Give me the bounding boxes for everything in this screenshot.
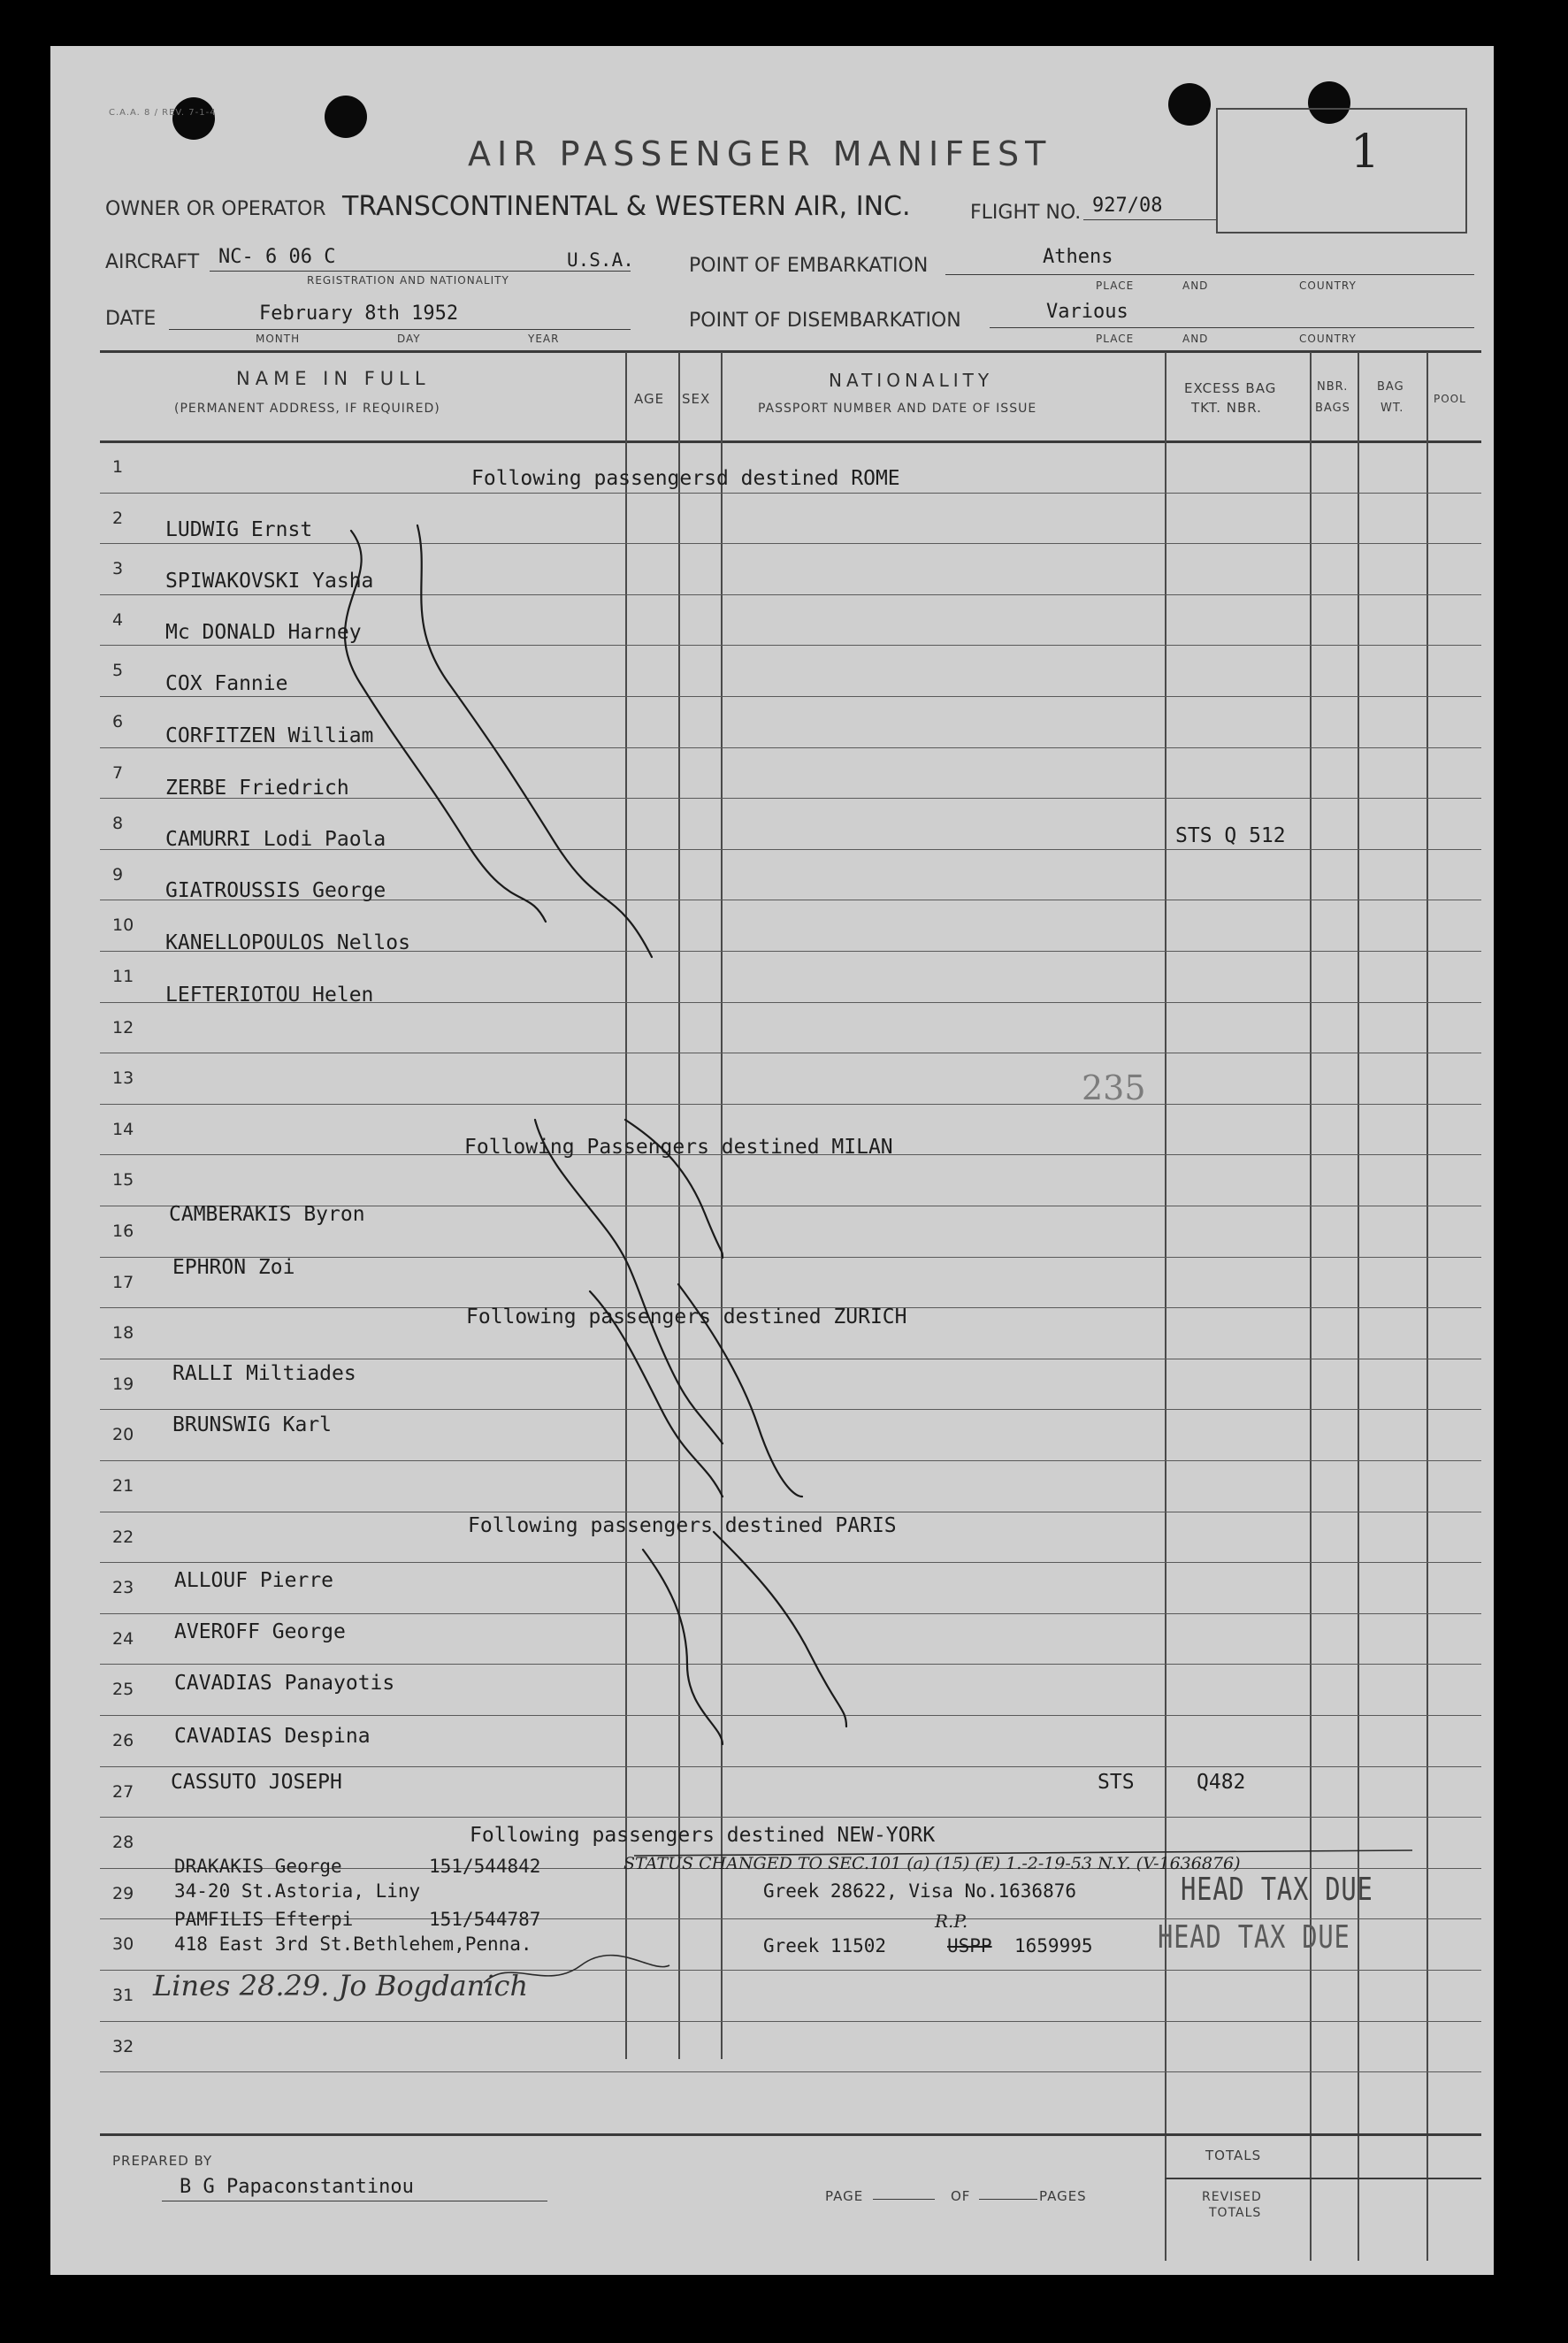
row-number: 14	[112, 1119, 134, 1139]
aircraft-registration: NC- 6 06 C	[218, 246, 336, 268]
row-line	[100, 594, 1481, 595]
passport-number: 1659995	[1014, 1935, 1093, 1956]
row-line	[100, 2021, 1481, 2022]
status-code: STS	[1098, 1771, 1135, 1794]
totals-divider	[1165, 2178, 1481, 2179]
header-bag-wt-2: WT.	[1381, 402, 1404, 415]
passenger-address: 34-20 St.Astoria, Liny	[174, 1880, 421, 1902]
row-number: 20	[112, 1425, 134, 1445]
row-number: 2	[112, 508, 124, 528]
row-number: 22	[112, 1527, 134, 1547]
passenger-name: DRAKAKIS George	[174, 1856, 342, 1877]
row-number: 19	[112, 1374, 134, 1394]
page-underline	[873, 2199, 935, 2200]
disembarkation-label: POINT OF DISEMBARKATION	[689, 310, 961, 332]
year-caption: YEAR	[528, 333, 560, 345]
row-number: 26	[112, 1731, 134, 1750]
row-number: 7	[112, 762, 124, 783]
punch-hole	[172, 97, 215, 140]
passenger-name: ALLOUF Pierre	[174, 1569, 334, 1592]
passenger-name: KANELLOPOULOS Nellos	[165, 931, 410, 954]
row-number: 6	[112, 712, 124, 731]
status-change-note: STATUS CHANGED TO SEC.101 (a) (15) (E) 1.-2-19-53 N.Y. (V-1636876)	[623, 1854, 1241, 1873]
header-name-sub: (PERMANENT ADDRESS, IF REQUIRED)	[174, 402, 440, 416]
passenger-name: PAMFILIS Efterpi	[174, 1909, 354, 1930]
excess-bag-ticket: STS Q 512	[1175, 824, 1286, 847]
destination-heading-paris: Following passengers destined PARIS	[468, 1514, 897, 1537]
flight-label: FLIGHT NO.	[970, 202, 1082, 224]
date-underline	[169, 329, 631, 330]
embarkation-place: Athens	[1043, 246, 1113, 268]
excess-bag-ticket: Q482	[1197, 1771, 1246, 1794]
flight-number: 927/08	[1092, 195, 1163, 217]
row-number: 12	[112, 1017, 134, 1038]
passenger-name: CASSUTO JOSEPH	[171, 1771, 342, 1794]
passenger-name: Mc DONALD Harney	[165, 621, 362, 644]
row-number: 29	[112, 1883, 134, 1903]
table-header-bottom	[100, 440, 1481, 443]
form-code: C.A.A. 8 / REV. 7-1-4	[109, 108, 217, 118]
column-divider-wt	[1358, 352, 1359, 2261]
passenger-id: 151/544842	[429, 1856, 541, 1877]
and-caption: AND	[1182, 279, 1209, 292]
row-number: 10	[112, 915, 134, 936]
row-line	[100, 696, 1481, 697]
row-number: 8	[112, 814, 124, 834]
header-name: NAME IN FULL	[236, 368, 431, 389]
row-number: 28	[112, 1833, 134, 1853]
row-line	[100, 1664, 1481, 1665]
row-number: 5	[112, 661, 124, 681]
row-line	[100, 543, 1481, 544]
initials: R.P.	[935, 1910, 968, 1932]
passenger-name: SPIWAKOVSKI Yasha	[165, 570, 374, 593]
row-number: 31	[112, 1986, 134, 2005]
row-number: 17	[112, 1272, 134, 1292]
header-nbr-bags-2: BAGS	[1315, 402, 1350, 415]
table-top-border	[100, 350, 1481, 353]
row-line	[100, 1460, 1481, 1461]
row-line	[100, 1766, 1481, 1767]
passenger-name: CAVADIAS Panayotis	[174, 1672, 395, 1695]
disembarkation-place: Various	[1046, 301, 1128, 323]
header-excess-bag-tkt: TKT. NBR.	[1191, 400, 1262, 416]
row-number: 30	[112, 1934, 134, 1955]
registration-caption: REGISTRATION AND NATIONALITY	[307, 274, 509, 287]
passenger-name: EPHRON Zoi	[172, 1256, 295, 1279]
row-line	[100, 1104, 1481, 1105]
row-line	[100, 493, 1481, 494]
passenger-name: CAVADIAS Despina	[174, 1725, 371, 1748]
passenger-name: RALLI Miltiades	[172, 1362, 356, 1385]
row-line	[100, 1562, 1481, 1563]
row-line	[100, 645, 1481, 646]
prepared-by-label: PREPARED BY	[112, 2153, 213, 2169]
row-line	[100, 1409, 1481, 1410]
passenger-name: GIATROUSSIS George	[165, 879, 386, 902]
punch-hole	[325, 96, 367, 138]
header-nationality-sub: PASSPORT NUMBER AND DATE OF ISSUE	[758, 402, 1037, 416]
of-label: OF	[951, 2188, 971, 2204]
place-caption: PLACE	[1096, 279, 1135, 292]
owner-name: TRANSCONTINENTAL & WESTERN AIR, INC.	[342, 191, 911, 222]
count-stamp: 235	[1082, 1068, 1146, 1107]
day-caption: DAY	[397, 333, 421, 345]
row-line	[100, 1613, 1481, 1614]
row-number: 4	[112, 609, 124, 630]
owner-label: OWNER OR OPERATOR	[105, 198, 326, 220]
passenger-name: LEFTERIOTOU Helen	[165, 984, 374, 1007]
flight-underline	[1083, 219, 1216, 220]
header-pool: POOL	[1434, 393, 1466, 405]
passport-type: USPP	[947, 1935, 992, 1956]
manifest-sheet	[50, 46, 1494, 2275]
passenger-nationality: Greek 28622, Visa No.1636876	[763, 1880, 1077, 1902]
column-divider-nbr	[1310, 352, 1312, 2261]
page-number-mark: 1	[1350, 126, 1381, 179]
row-number: 21	[112, 1476, 134, 1496]
passenger-name: COX Fannie	[165, 672, 288, 695]
aircraft-label: AIRCRAFT	[105, 251, 200, 273]
page-number-box	[1216, 108, 1467, 234]
passenger-name: AVEROFF George	[174, 1620, 346, 1643]
row-number: 1	[112, 457, 124, 477]
head-tax-stamp: HEAD TAX DUE	[1181, 1872, 1373, 1908]
passenger-name: CORFITZEN William	[165, 724, 374, 747]
destination-heading-new-york: Following passengers destined NEW-YORK	[470, 1824, 936, 1847]
row-number: 3	[112, 559, 124, 579]
page-label: PAGE	[825, 2188, 864, 2204]
embarkation-label: POINT OF EMBARKATION	[689, 255, 929, 277]
signature-note: Lines 28.29. Jo Bogdanich	[153, 1969, 529, 2002]
row-number: 18	[112, 1323, 134, 1344]
passenger-nationality: Greek 11502	[763, 1935, 887, 1956]
row-line	[100, 2071, 1481, 2072]
row-number: 25	[112, 1680, 134, 1700]
row-number: 32	[112, 2036, 134, 2056]
header-age: AGE	[634, 391, 665, 407]
row-number: 24	[112, 1628, 134, 1649]
disembarkation-underline	[990, 327, 1474, 328]
passenger-name: CAMURRI Lodi Paola	[165, 828, 386, 851]
month-caption: MONTH	[256, 333, 301, 345]
country-caption: COUNTRY	[1299, 333, 1357, 345]
header-bag-wt: BAG	[1377, 380, 1404, 394]
passenger-name: LUDWIG Ernst	[165, 518, 313, 541]
embarkation-underline	[945, 274, 1474, 275]
row-line	[100, 1715, 1481, 1716]
row-number: 23	[112, 1578, 134, 1598]
destination-heading-rome: Following passengersd destined ROME	[471, 467, 900, 490]
of-underline	[979, 2199, 1037, 2200]
and-caption: AND	[1182, 333, 1209, 345]
row-number: 11	[112, 967, 134, 986]
header-nbr-bags: NBR.	[1317, 380, 1349, 394]
destination-heading-zurich: Following passengers destined ZURICH	[466, 1305, 907, 1328]
form-title: AIR PASSENGER MANIFEST	[468, 134, 1052, 173]
revised-totals-label: REVISED	[1202, 2190, 1262, 2204]
date-value: February 8th 1952	[259, 302, 459, 325]
header-excess-bag: EXCESS BAG	[1184, 380, 1277, 396]
column-divider-pool	[1426, 352, 1428, 2261]
punch-hole	[1168, 83, 1211, 126]
table-bottom-border	[100, 2133, 1481, 2136]
date-label: DATE	[105, 308, 157, 330]
row-number: 27	[112, 1781, 134, 1802]
row-number: 16	[112, 1221, 134, 1241]
passenger-name: ZERBE Friedrich	[165, 777, 349, 800]
header-sex: SEX	[682, 391, 711, 407]
row-line	[100, 1257, 1481, 1258]
country-caption: COUNTRY	[1299, 279, 1357, 292]
row-number: 13	[112, 1068, 134, 1089]
revised-totals-label-2: TOTALS	[1209, 2206, 1262, 2220]
passenger-name: CAMBERAKIS Byron	[169, 1203, 365, 1226]
pages-label: PAGES	[1039, 2188, 1087, 2204]
row-line	[100, 1817, 1481, 1818]
row-number: 9	[112, 864, 124, 884]
column-divider-excess	[1165, 352, 1166, 2261]
prepared-by-name: B G Papaconstantinou	[180, 2176, 414, 2198]
passenger-address: 418 East 3rd St.Bethlehem,Penna.	[174, 1933, 532, 1955]
aircraft-underline	[210, 271, 631, 272]
place-caption: PLACE	[1096, 333, 1135, 345]
head-tax-stamp: HEAD TAX DUE	[1158, 1919, 1350, 1956]
destination-heading-milan: Following Passengers destined MILAN	[464, 1136, 893, 1159]
registration-country: U.S.A.	[567, 249, 634, 271]
totals-label: TOTALS	[1205, 2148, 1262, 2163]
row-number: 15	[112, 1170, 134, 1191]
header-nationality: NATIONALITY	[829, 370, 994, 391]
passenger-name: BRUNSWIG Karl	[172, 1413, 333, 1436]
passenger-id: 151/544787	[429, 1909, 541, 1930]
